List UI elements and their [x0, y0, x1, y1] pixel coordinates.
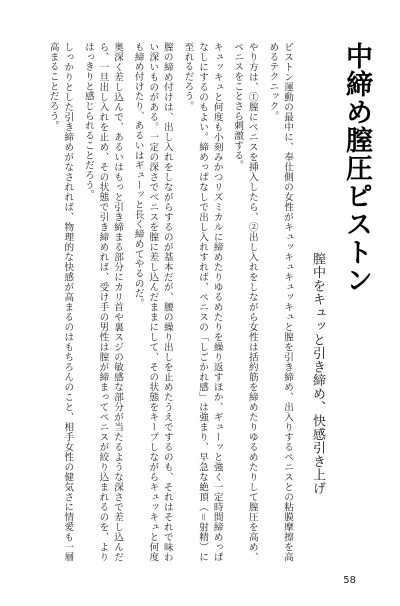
page-number: 58 [343, 575, 356, 586]
paragraph: 膣の締め付けは、出し入れをしながらするのが基本だが、腰の繰り出しを止めたうえでするのも、それはそれで味わい深いものがある。一定の深さでペニスを膣に差し込んだままにして、その状態をキープしながらキュッキュと何度も締め付けたり、あるいはギューッと長く締めてやるのだ。 [132, 42, 173, 562]
paragraph: しっかりとした引き締めがなされれば、物理的な快感が高まるのはもちろんのこと、相手女性の健気さに情愛も一層高まることだろう。 [47, 42, 74, 562]
heading-block [308, 42, 376, 495]
paragraph: 奥深く差し込んで、あるいはもっと引き締まる部分にカリ首や裏スジの敏感な部分が当たるような深さで差し込んだら、一旦出し入れを止め、その状態で引き締めれば、受け手の男性は膣が締まってペニスが絞り込まれるのを、よりはっきりと感じられることだろう。 [82, 42, 124, 562]
page-subtitle: 膣中をキュッと引き締め、快感引き上げ [310, 252, 325, 495]
paragraph: ピストン運動の最中に、奉仕側の女性がキュッキュキュッキュと膣を引き締め、出入りするペニスとの粘膜摩擦を高めるテクニック。 [267, 42, 293, 562]
page-title: 中締め膣圧ピストン [341, 42, 372, 294]
paragraph: キュッキュと何度も小刻みかつリズミカルに締めたりゆるめたりを繰り返すほか、ギューッと強く一定時間締めっぱなしにするのもよい。締めっぱなしで出し入れすれば、ペニスの「しごかれ感」は強まり、早急な絶頂（＝射精）に至れるだろう。 [182, 42, 223, 562]
body-text [44, 42, 294, 562]
paragraph: やり方は、①膣にペニスを挿入したら、②出し入れをしながら女性は括約筋を締めたりゆるめたりして膣圧を高め、ペニスをことさら刺激する。 [232, 42, 258, 562]
